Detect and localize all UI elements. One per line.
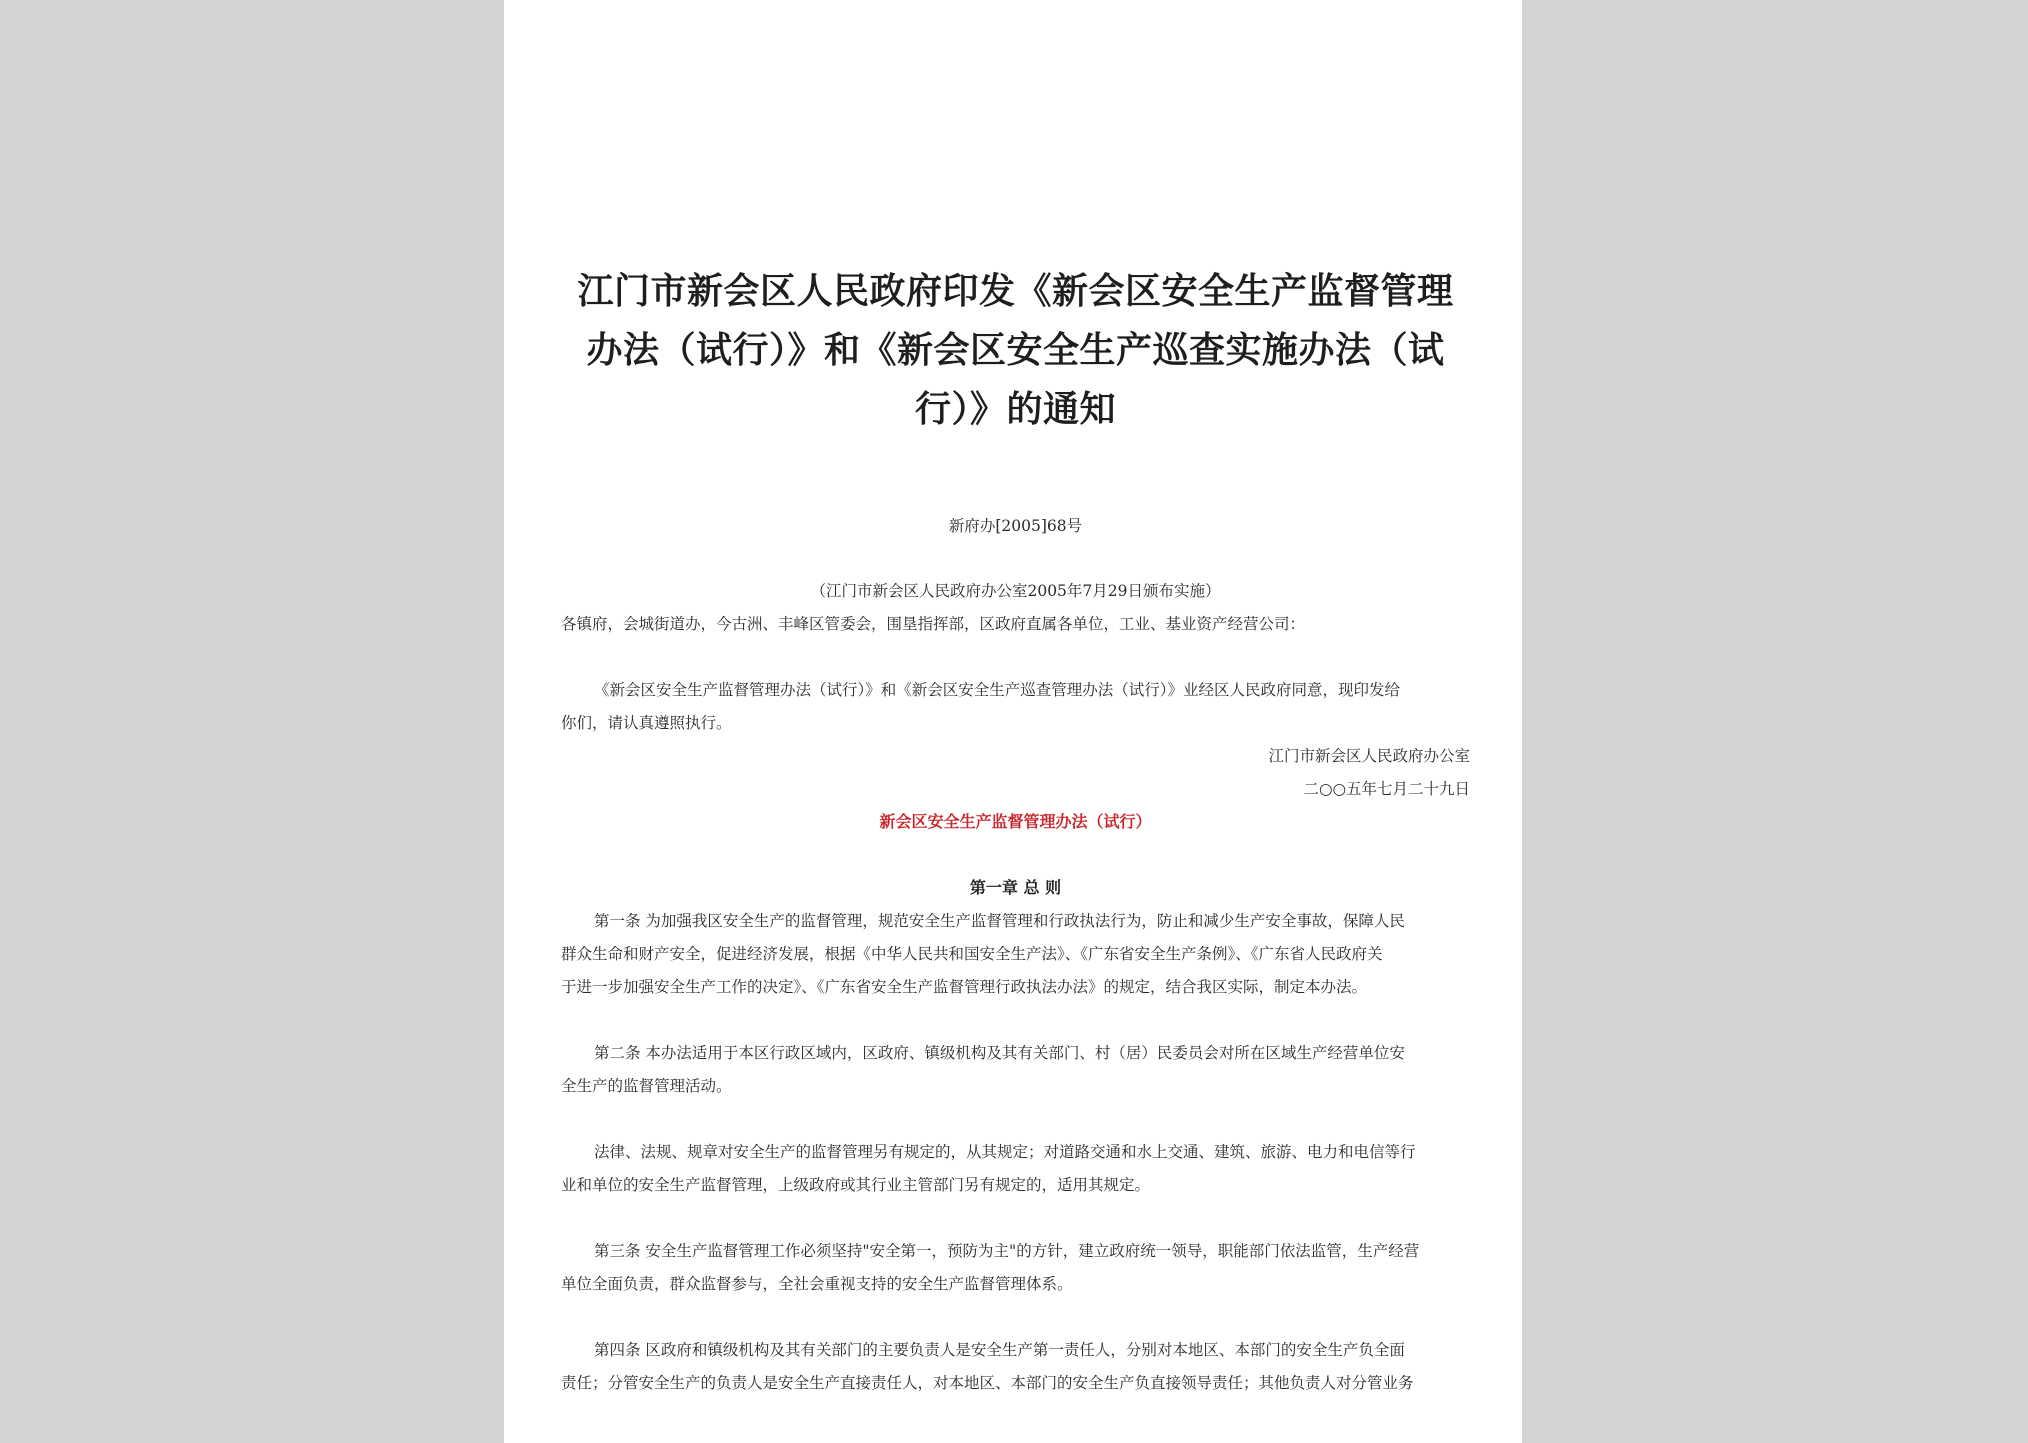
title-line: 行）》的通知 bbox=[914, 388, 1116, 430]
title-line: 江门市新会区人民政府印发《新会区安全生产监督管理 bbox=[577, 270, 1454, 312]
issue-note: （江门市新会区人民政府办公室2005年7月29日颁布实施） bbox=[810, 582, 1221, 600]
notice-body-line: 《新会区安全生产监督管理办法（试行）》和《新会区安全生产巡查管理办法（试行）》业经区人民政府同意，现印发给 bbox=[594, 681, 1401, 699]
article-line: 于进一步加强安全生产工作的决定》、《广东省安全生产监督管理行政执法办法》的规定，结合我区实际，制定本办法。 bbox=[561, 978, 1368, 996]
article-line: 业和单位的安全生产监督管理，上级政府或其行业主管部门另有规定的，适用其规定。 bbox=[561, 1176, 1151, 1194]
article-line: 全生产的监督管理活动。 bbox=[561, 1077, 732, 1095]
article-line: 第二条 本办法适用于本区行政区域内，区政府、镇级机构及其有关部门、村（居）民委员会对所在区域生产经营单位安 bbox=[594, 1044, 1405, 1062]
regulation-title: 新会区安全生产监督管理办法（试行） bbox=[879, 812, 1152, 831]
article-line: 第四条 区政府和镇级机构及其有关部门的主要负责人是安全生产第一责任人，分别对本地区、本部门的安全生产负全面 bbox=[594, 1341, 1405, 1359]
signature-org: 江门市新会区人民政府办公室 bbox=[1268, 747, 1470, 765]
document-title bbox=[561, 262, 1470, 439]
article-line: 群众生命和财产安全，促进经济发展，根据《中华人民共和国安全生产法》、《广东省安全生产条例》、《广东省人民政府关 bbox=[561, 945, 1383, 963]
signature-date: 二○○五年七月二十九日 bbox=[1303, 780, 1470, 798]
article-line: 单位全面负责，群众监督参与，全社会重视支持的安全生产监督管理体系。 bbox=[561, 1275, 1073, 1293]
article-line: 法律、法规、规章对安全生产的监督管理另有规定的，从其规定；对道路交通和水上交通、建筑、旅游、电力和电信等行 bbox=[594, 1143, 1416, 1161]
title-line: 办法（试行）》和《新会区安全生产巡查实施办法（试 bbox=[586, 329, 1445, 371]
chapter-heading: 第一章 总 则 bbox=[969, 878, 1062, 897]
article-line: 责任；分管安全生产的负责人是安全生产直接责任人，对本地区、本部门的安全生产负直接领导责任；其他负责人对分管业务 bbox=[561, 1374, 1414, 1392]
article-line: 第一条 为加强我区安全生产的监督管理，规范安全生产监督管理和行政执法行为，防止和减少生产安全事故，保障人民 bbox=[594, 912, 1405, 930]
document-number: 新府办[2005]68号 bbox=[948, 517, 1083, 535]
document-page bbox=[504, 0, 1522, 1443]
article-line: 第三条 安全生产监督管理工作必须坚持"安全第一，预防为主"的方针，建立政府统一领导，职能部门依法监管，生产经营 bbox=[594, 1242, 1420, 1260]
recipients: 各镇府，会城街道办，今古洲、丰峰区管委会，围垦指挥部，区政府直属各单位，工业、基业资产经营公司： bbox=[561, 615, 1306, 633]
notice-body-line: 你们，请认真遵照执行。 bbox=[561, 714, 732, 732]
